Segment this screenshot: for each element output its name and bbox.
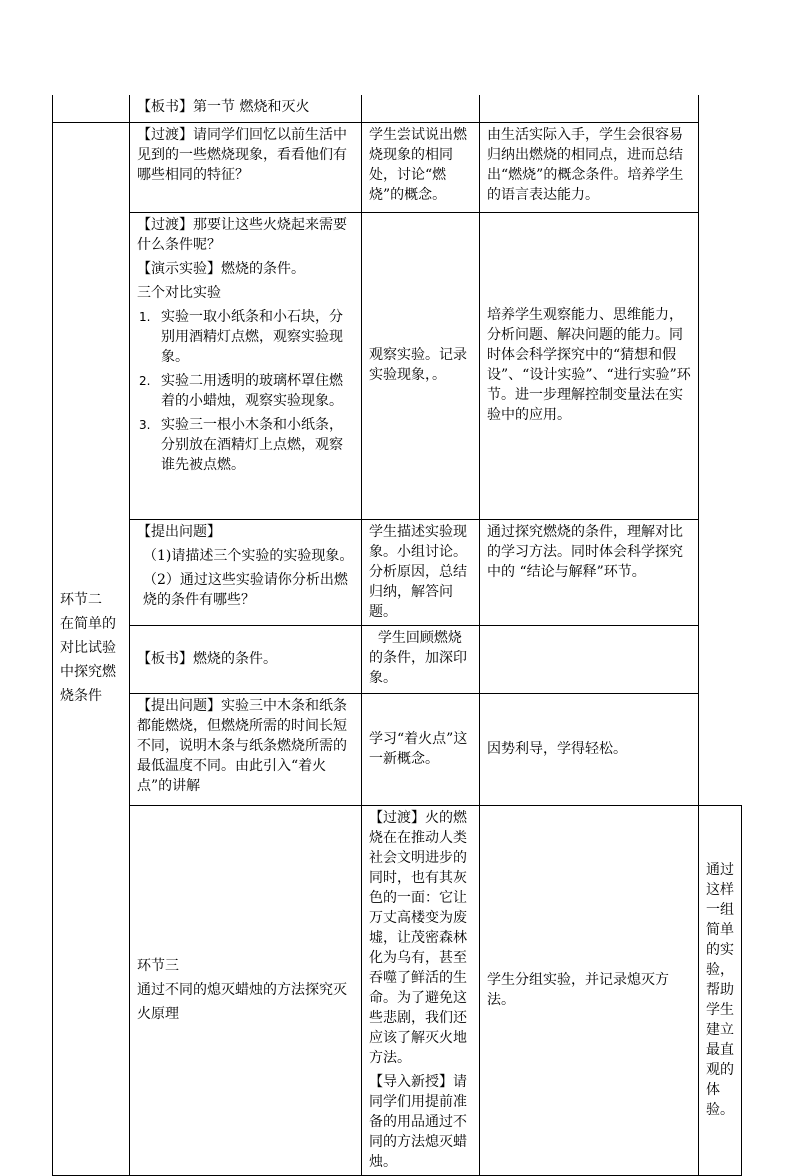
design-intent-cell (699, 805, 742, 1175)
student-activity-cell (362, 519, 480, 625)
teacher-activity-cell (130, 693, 362, 805)
teacher-text: 【板书】燃烧的条件。 (137, 650, 277, 667)
list-number: 3. (139, 417, 151, 432)
student-text: 学习“着火点”这一新概念。 (369, 730, 468, 767)
table-row (53, 805, 742, 1175)
teacher-text: 【演示实验】燃烧的条件。 (137, 260, 305, 277)
intent-text: 通过探究燃烧的条件，理解对比的学习方法。同时体会科学探究中的 “结论与解释”环节。 (487, 523, 683, 580)
design-intent-cell (480, 95, 699, 122)
teacher-activity-cell (130, 122, 362, 212)
design-intent-cell (480, 122, 699, 212)
teacher-text: （1)请描述三个实验的实验现象。 (143, 547, 354, 564)
intent-text: 由生活实际入手，学生会很容易归纳出燃烧的相同点，进而总结出“燃烧”的概念条件。培养学生的语言表达能力。 (487, 126, 684, 203)
student-activity-cell (362, 122, 480, 212)
student-text: 学生尝试说出燃烧现象的相同处，讨论“燃烧”的概念。 (369, 126, 467, 203)
list-item (137, 415, 354, 475)
list-item (137, 307, 354, 367)
student-text: 学生分组实验，并记录熄灭方法。 (487, 971, 669, 1008)
stage-cell (53, 95, 130, 122)
stage-title: 环节二 (60, 592, 102, 608)
teacher-text: 【提出问题】实验三中木条和纸条都能燃烧，但燃烧所需的时间长短不同，说明木条与纸条燃烧所需的最低温度不同。由此引入“着火点”的讲解 (137, 697, 347, 794)
list-number: 1. (139, 309, 151, 324)
student-activity-cell (362, 693, 480, 805)
student-activity-cell (362, 625, 480, 693)
teacher-text: 【过渡】请同学们回忆以前生活中见到的一些燃烧现象，看看他们有哪些相同的特征？ (137, 126, 347, 183)
stage-cell-stage2 (53, 122, 130, 1175)
stage-title: 环节三 (137, 957, 179, 974)
stage-description: 通过不同的熄灭蜡烛的方法探究灭火原理 (137, 981, 347, 1022)
intent-text: 培养学生观察能力、思维能力，分析问题、解决问题的能力。同时体会科学探究中的“猜想和假设”、“设计实验”、“进行实验”环节。进一步理解控制变量法在实验中的应用。 (487, 307, 691, 423)
design-intent-cell (480, 519, 699, 625)
intent-text: 因势利导，学得轻松。 (487, 740, 627, 757)
table-row (53, 625, 742, 693)
list-text: 实验二用透明的玻璃杯罩住燃着的小蜡烛，观察实验现象。 (161, 372, 343, 409)
stage-description: 在简单的对比试验中探究燃烧条件 (60, 616, 116, 704)
intent-text: 通过这样一组简单的实验，帮助学生建立最直观的体验。 (706, 861, 734, 1118)
teacher-text: 【过渡】那要让这些火烧起来需要什么条件呢？ (137, 216, 347, 253)
design-intent-cell (480, 693, 699, 805)
teacher-text: 【提出问题】 (137, 523, 221, 540)
table-row (53, 212, 742, 519)
list-text: 实验三一根小木条和小纸条，分别放在酒精灯上点燃，观察谁先被点燃。 (161, 416, 343, 473)
experiment-list (137, 307, 354, 475)
table-row (53, 95, 742, 122)
student-text: 观察实验。记录实验现象，。 (369, 347, 467, 383)
teacher-text: 三个对比实验 (137, 284, 221, 301)
lesson-plan-table (52, 95, 742, 1176)
student-text: 学生回顾燃烧的条件，加深印象。 (369, 629, 467, 686)
design-intent-cell (480, 212, 699, 519)
teacher-activity-cell (130, 212, 362, 519)
table-row (53, 519, 742, 625)
table-row (53, 693, 742, 805)
student-text: 学生描述实验现象。小组讨论。分析原因，总结归纳，解答问题。 (369, 523, 467, 620)
student-activity-cell (362, 212, 480, 519)
teacher-text: （2）通过这些实验请你分析出燃烧的条件有哪些？ (143, 571, 348, 608)
teacher-activity-cell (130, 519, 362, 625)
teacher-activity-cell (130, 95, 362, 122)
student-activity-cell (362, 95, 480, 122)
teacher-activity-cell (130, 625, 362, 693)
teacher-activity-cell (362, 805, 480, 1175)
teacher-text: 【过渡】火的燃烧在在推动人类社会文明进步的同时，也有其灰色的一面：它让万丈高楼变为废墟，让茂密森林化为乌有，甚至吞噬了鲜活的生命。为了避免这些悲剧，我们还应该了解灭火地方法。 (369, 809, 467, 1066)
table-row (53, 122, 742, 212)
teacher-text: 【导入新授】请同学们用提前准备的用品通过不同的方法熄灭蜡烛。 (369, 1073, 467, 1170)
teacher-text: 【板书】第一节 燃烧和灭火 (137, 99, 310, 115)
stage-cell-stage3 (130, 805, 362, 1175)
design-intent-cell (480, 625, 699, 693)
list-text: 实验一取小纸条和小石块，分别用酒精灯点燃，观察实验现象。 (161, 308, 343, 365)
list-number: 2. (139, 373, 151, 388)
list-item (137, 371, 354, 411)
student-activity-cell (480, 805, 699, 1175)
